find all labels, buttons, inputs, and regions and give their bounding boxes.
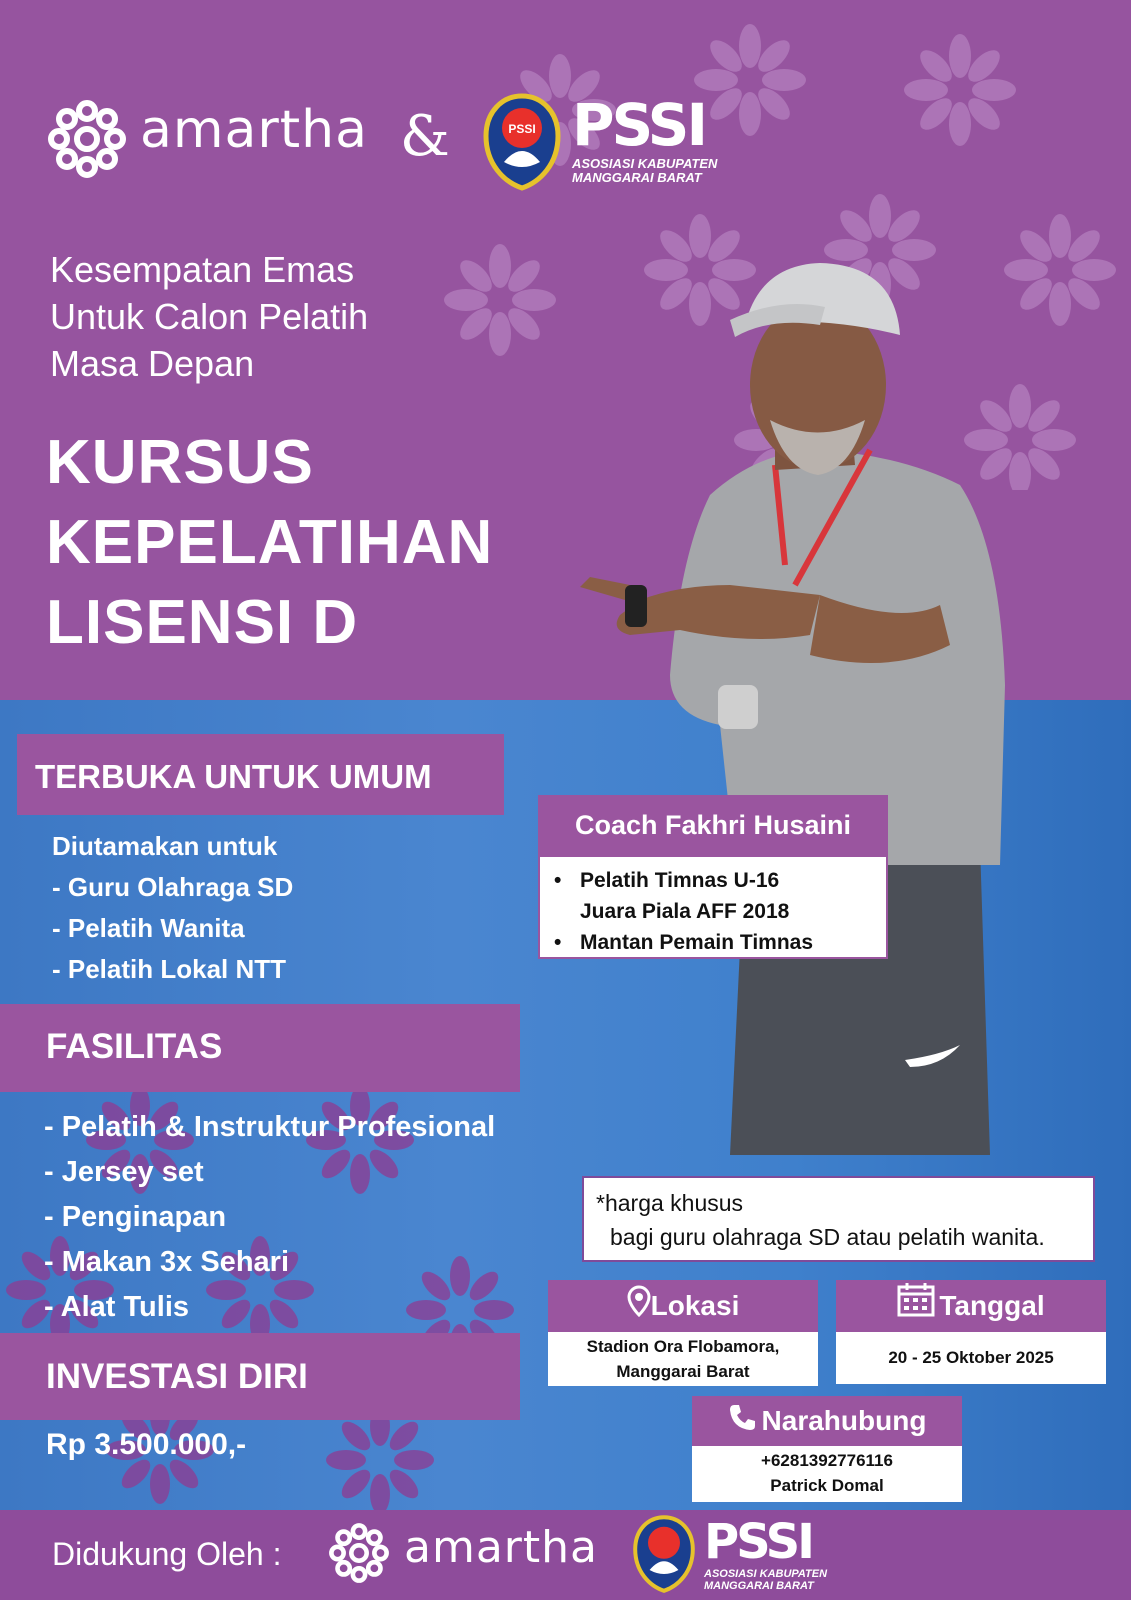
- list-item: - Makan 3x Sehari: [44, 1246, 289, 1278]
- pssi-subtitle-1: ASOSIASI KABUPATEN: [572, 156, 718, 171]
- note-line-1: *harga khusus: [596, 1190, 744, 1216]
- headline-line-3: LISENSI D: [46, 588, 359, 657]
- footer-amartha-wordmark: amartha: [404, 1522, 598, 1573]
- contact-name: Patrick Domal: [770, 1476, 884, 1495]
- amartha-wordmark: amartha: [140, 100, 368, 160]
- location-pin-icon: [627, 1282, 651, 1334]
- location-line-1: Stadion Ora Flobamora,: [586, 1337, 780, 1356]
- pssi-subtitle-2: MANGGARAI BARAT: [572, 170, 702, 185]
- contact-header: [692, 1396, 962, 1446]
- investment-title: INVESTASI DIRI: [46, 1357, 308, 1396]
- contact-label: Narahubung: [761, 1405, 927, 1436]
- location-line-2: Manggarai Barat: [616, 1362, 750, 1381]
- facilities-title: FASILITAS: [46, 1027, 223, 1066]
- tagline-line-3: Masa Depan: [50, 343, 255, 384]
- footer-pssi-wordmark: PSSI: [704, 1514, 813, 1570]
- footer-pssi-emblem-icon: [632, 1514, 696, 1594]
- tagline: [50, 246, 368, 387]
- ampersand: &: [400, 104, 450, 169]
- main-headline: [46, 423, 493, 663]
- pssi-emblem-icon: [482, 92, 562, 192]
- coach-point-1-line-2: Juara Piala AFF 2018: [580, 900, 790, 923]
- special-price-note: [582, 1176, 1095, 1262]
- open-section-intro: Diutamakan untuk: [52, 831, 278, 861]
- list-item: - Jersey set: [44, 1156, 204, 1188]
- headline-line-2: KEPELATIHAN: [46, 508, 494, 577]
- list-item: - Pelatih & Instruktur Profesional: [44, 1111, 496, 1143]
- list-item: - Alat Tulis: [44, 1291, 189, 1323]
- phone-icon: [728, 1398, 758, 1448]
- supported-by-label: Didukung Oleh :: [52, 1536, 282, 1572]
- coach-point-2: • Mantan Pemain Timnas: [554, 927, 876, 958]
- date-label: Tanggal: [939, 1290, 1045, 1321]
- list-item: - Pelatih Lokal NTT: [52, 954, 287, 984]
- open-section-title: TERBUKA UNTUK UMUM: [35, 758, 432, 795]
- list-item: - Pelatih Wanita: [52, 913, 245, 943]
- pssi-wordmark: PSSI: [572, 91, 706, 159]
- tagline-line-2: Untuk Calon Pelatih: [50, 296, 369, 337]
- tagline-line-1: Kesempatan Emas: [50, 249, 355, 290]
- note-line-2: bagi guru olahraga SD atau pelatih wanita.: [610, 1224, 1045, 1250]
- open-section-list: [52, 826, 293, 990]
- date-header: [836, 1280, 1106, 1332]
- footer-pssi-subtitle-1: ASOSIASI KABUPATEN: [704, 1568, 828, 1580]
- facilities-list: [44, 1105, 495, 1330]
- location-header: [548, 1280, 818, 1332]
- investment-price: Rp 3.500.000,-: [46, 1428, 247, 1461]
- list-item: - Guru Olahraga SD: [52, 872, 294, 902]
- amartha-logo-icon: [44, 96, 130, 182]
- footer-amartha-logo-icon: [326, 1520, 392, 1586]
- pssi-emblem-text: PSSI: [508, 122, 536, 136]
- date-value: 20 - 25 Oktober 2025: [836, 1332, 1106, 1384]
- contact-body: [692, 1446, 962, 1502]
- list-item: - Penginapan: [44, 1201, 227, 1233]
- coach-name: Coach Fakhri Husaini: [538, 795, 888, 855]
- coach-point-1-line-1: Pelatih Timnas U-16: [580, 869, 780, 892]
- coach-point-1: • Pelatih Timnas U-16 Juara Piala AFF 2018: [554, 865, 876, 927]
- location-body: [548, 1332, 818, 1386]
- coach-point-2-text: Mantan Pemain Timnas: [580, 931, 814, 954]
- calendar-icon: [897, 1281, 935, 1334]
- coach-photo: [520, 255, 1040, 1160]
- contact-phone: +6281392776116: [761, 1451, 893, 1470]
- location-label: Lokasi: [650, 1290, 740, 1321]
- footer-pssi-subtitle-2: MANGGARAI BARAT: [704, 1580, 814, 1592]
- headline-line-1: KURSUS: [46, 428, 314, 497]
- coach-details: [538, 855, 888, 959]
